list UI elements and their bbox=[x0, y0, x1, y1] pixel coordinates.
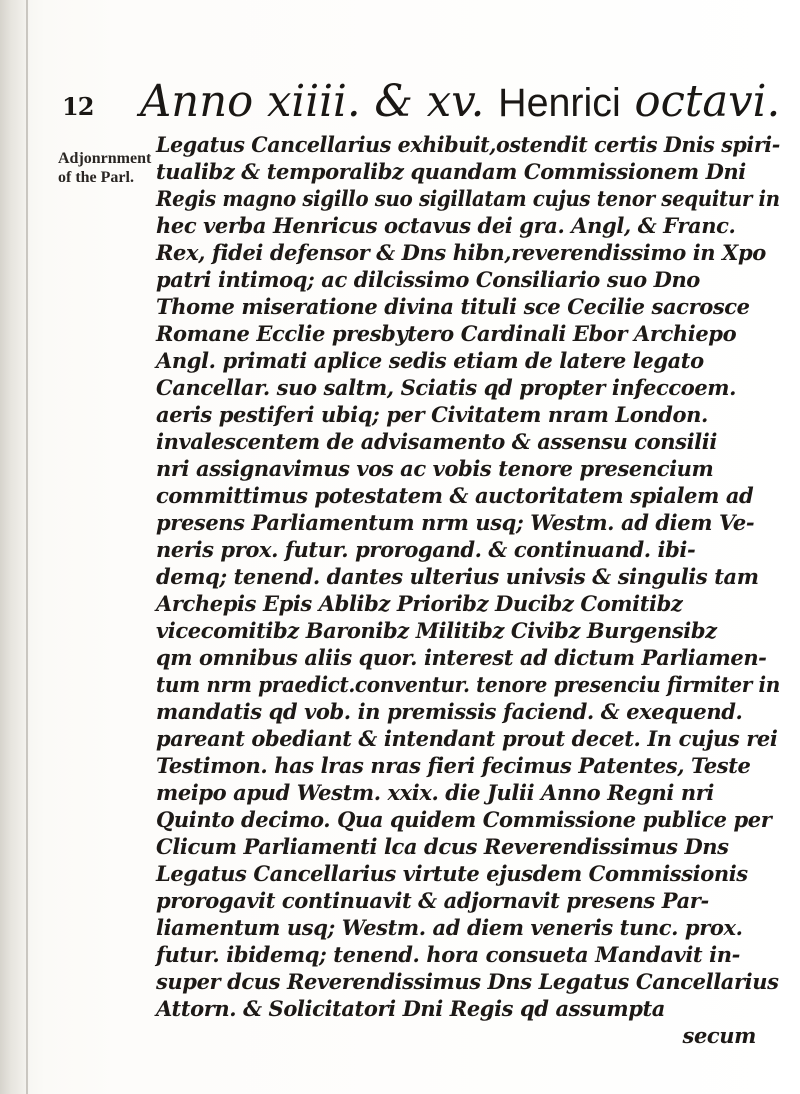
text-line: Clicum Parliamenti lca dcus Reverendissimus Dns bbox=[156, 834, 729, 859]
text-line: demq; tenend. dantes ulterius univsis & singulis tam bbox=[156, 564, 759, 589]
text-line: super dcus Reverendissimus Dns Legatus Cancellarius bbox=[156, 969, 779, 994]
text-line: committimus potestatem & auctoritatem spialem ad bbox=[156, 483, 754, 508]
text-line: Legatus Cancellarius exhibuit,ostendit certis Dnis spiri- bbox=[156, 132, 780, 157]
text-line: neris prox. futur. prorogand. & continuand. ibi- bbox=[156, 537, 696, 562]
text-line: Romane Ecclie presbytero Cardinali Ebor Archiepo bbox=[156, 321, 737, 346]
text-line: liamentum usq; Westm. ad diem veneris tunc. prox. bbox=[156, 915, 743, 940]
marginal-note-line: of the Parl. bbox=[58, 169, 134, 186]
text-line: Archepis Epis Ablibz Prioribz Ducibz Comitibz bbox=[156, 591, 683, 616]
text-line: hec verba Henricus octavus dei gra. Angl, & Franc. bbox=[156, 213, 736, 238]
text-line: tualibz & temporalibz quandam Commissionem Dni bbox=[156, 159, 746, 184]
running-head-regnal-years: Anno xiiii. & xv. bbox=[140, 76, 485, 127]
text-line: pareant obediant & intendant prout decet. In cujus rei bbox=[156, 726, 778, 751]
text-line: nri assignavimus vos ac vobis tenore presencium bbox=[156, 456, 714, 481]
text-line: Quinto decimo. Qua quidem Commissione publice per bbox=[156, 807, 772, 832]
text-line: invalescentem de advisamento & assensu consilii bbox=[156, 429, 717, 454]
page-number: 12 bbox=[62, 92, 94, 121]
marginal-note-line: Adjonrnment bbox=[58, 150, 152, 167]
text-line: presens Parliamentum nrm usq; Westm. ad diem Ve- bbox=[156, 510, 755, 535]
text-line: Attorn. & Solicitatori Dni Regis qd assumpta bbox=[156, 996, 665, 1021]
text-line: qm omnibus aliis quor. interest ad dictum Parliamen- bbox=[156, 645, 767, 670]
text-line: futur. ibidemq; tenend. hora consueta Mandavit in- bbox=[156, 942, 740, 967]
text-line: mandatis qd vob. in premissis faciend. & exequend. bbox=[156, 699, 743, 724]
text-line: Rex, fidei defensor & Dns hibn,reverendissimo in Xpo bbox=[156, 240, 766, 265]
text-line: Cancellar. suo saltm, Sciatis qd propter infeccoem. bbox=[156, 375, 737, 400]
running-head-king-name: Henrici bbox=[498, 81, 621, 125]
text-line: vicecomitibz Baronibz Militibz Civibz Burgensibz bbox=[156, 618, 717, 643]
text-line: Thome miseratione divina tituli sce Cecilie sacrosce bbox=[156, 294, 750, 319]
text-line: Angl. primati aplice sedis etiam de latere legato bbox=[156, 348, 704, 373]
text-line: aeris pestiferi ubiq; per Civitatem nram London. bbox=[156, 402, 708, 427]
text-line: patri intimoq; ac dilcissimo Consiliario suo Dno bbox=[156, 267, 700, 292]
text-line: Regis magno sigillo suo sigillatam cujus tenor sequitur in bbox=[156, 186, 780, 211]
text-line: tum nrm praedict.conventur. tenore presenciu firmiter in bbox=[156, 672, 780, 697]
text-line: Legatus Cancellarius virtute ejusdem Commissionis bbox=[156, 861, 748, 886]
catchword: secum bbox=[682, 1023, 756, 1048]
running-head-ordinal: octavi. bbox=[634, 76, 781, 127]
text-line: Testimon. has lras nras fieri fecimus Patentes, Teste bbox=[156, 753, 751, 778]
text-line: meipo apud Westm. xxix. die Julii Anno Regni nri bbox=[156, 780, 714, 805]
text-line: prorogavit continuavit & adjornavit presens Par- bbox=[156, 888, 709, 913]
